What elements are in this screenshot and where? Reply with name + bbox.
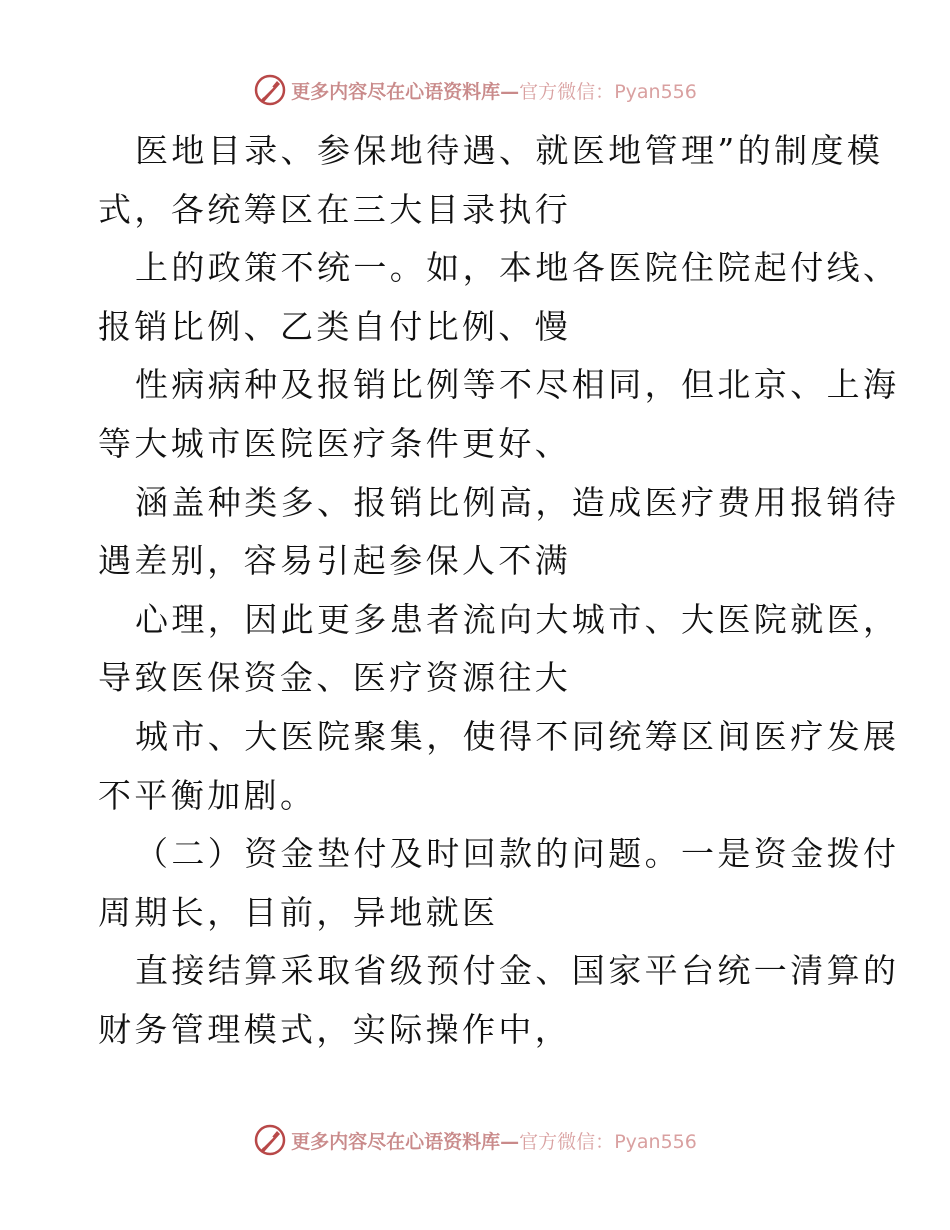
- body-line: 等大城市医院医疗条件更好、: [98, 423, 572, 463]
- footer-banner-text: [291, 1127, 697, 1154]
- body-line: 报销比例、乙类自付比例、慢: [98, 306, 572, 346]
- body-line: 涵盖种类多、报销比例高，造成医疗费用报销待: [135, 482, 900, 522]
- paragraph-2: [98, 239, 900, 356]
- body-line: 财务管理模式，实际操作中，: [98, 1009, 572, 1049]
- footer-banner: [0, 1120, 950, 1160]
- header-banner-main: 更多内容尽在心语资料库: [291, 80, 501, 103]
- body-line: 直接结算采取省级预付金、国家平台统一清算的: [135, 951, 900, 991]
- paragraph-3: [98, 356, 900, 473]
- body-line: （二）资金垫付及时回款的问题。一是资金拨付: [135, 834, 900, 874]
- paragraph-7: [98, 825, 900, 942]
- body-line: 医地目录、参保地待遇、就医地管理”的制度模: [135, 131, 884, 170]
- body-line: 城市、大医院聚集，使得不同统筹区间医疗发展: [135, 716, 900, 756]
- body-line: 性病病种及报销比例等不尽相同，但北京、上海: [135, 365, 900, 405]
- document-body: [98, 122, 900, 1060]
- body-line: 不平衡加剧。: [98, 775, 317, 815]
- body-line: 导致医保资金、医疗资源往大: [98, 658, 572, 698]
- body-line: 周期长，目前，异地就医: [98, 892, 499, 932]
- body-line: 上的政策不统一。如，本地各医院住院起付线、: [135, 248, 900, 288]
- quill-logo-icon: [253, 1123, 287, 1157]
- footer-banner-wechat-label: 官方微信：: [519, 1130, 615, 1153]
- paragraph-1: [98, 122, 884, 239]
- paragraph-5: [98, 591, 900, 708]
- body-line: 心理，因此更多患者流向大城市、大医院就医，: [135, 599, 900, 639]
- header-banner-wechat-label: 官方微信：: [519, 80, 615, 103]
- header-banner-text: [291, 77, 697, 104]
- paragraph-6: [98, 708, 900, 825]
- paragraph-4: [98, 474, 900, 591]
- footer-banner-dash: —: [500, 1130, 520, 1153]
- body-line: 遇差别，容易引起参保人不满: [98, 541, 572, 581]
- footer-banner-wechat-id: Pyan556: [614, 1130, 697, 1153]
- header-banner-wechat-id: Pyan556: [614, 80, 697, 103]
- body-line: 式，各统筹区在三大目录执行: [98, 189, 572, 229]
- footer-banner-main: 更多内容尽在心语资料库: [291, 1130, 501, 1153]
- header-banner-dash: —: [500, 80, 520, 103]
- paragraph-8: [98, 942, 900, 1059]
- header-banner: [0, 70, 950, 110]
- quill-logo-icon: [253, 73, 287, 107]
